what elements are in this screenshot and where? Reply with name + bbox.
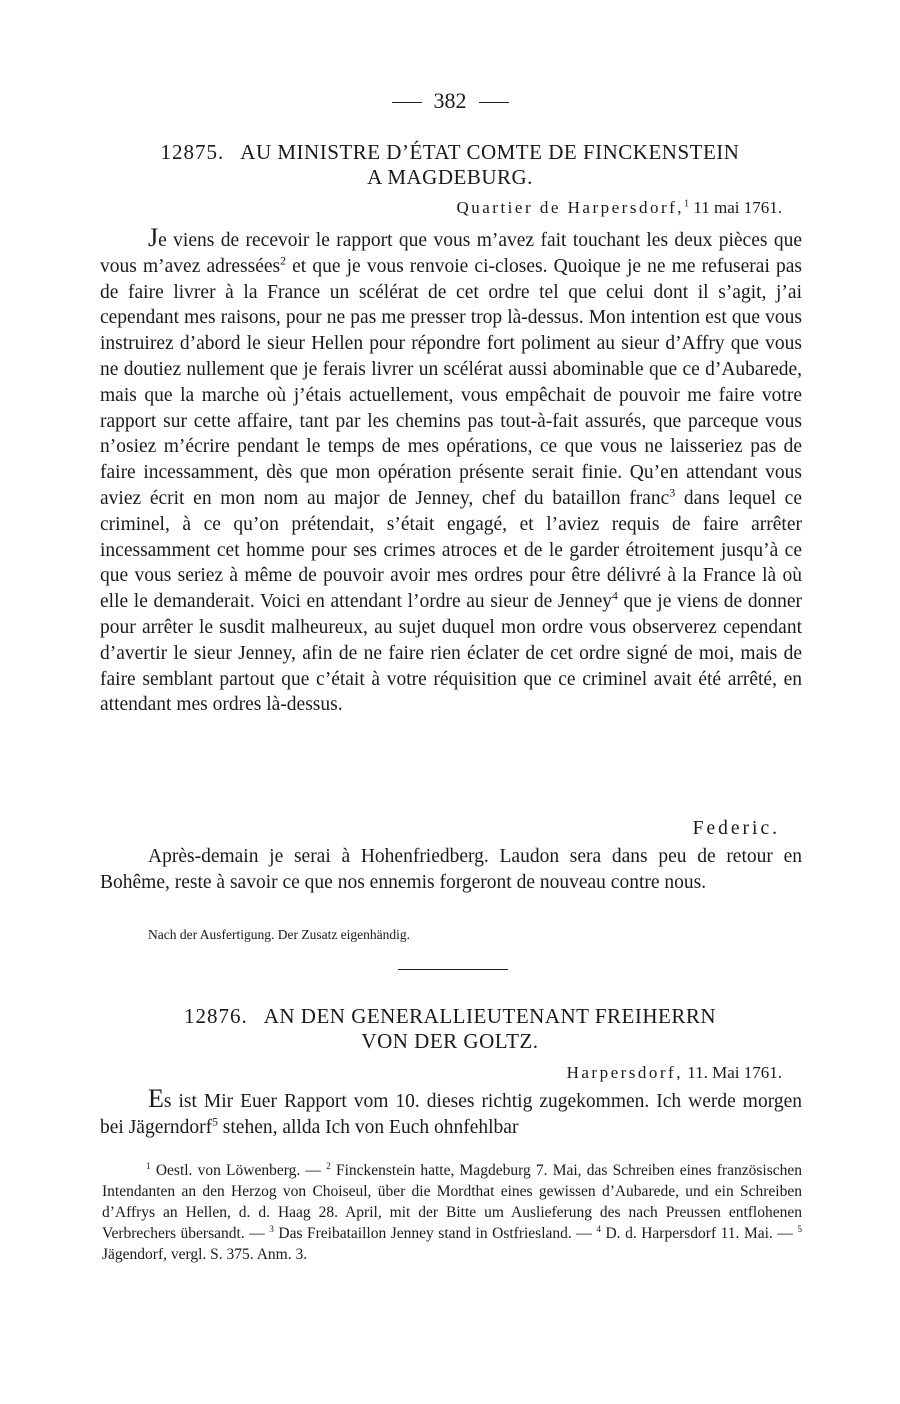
letter-2-title-line1: AN DEN GENERALLIEUTENANT FREIHERRN bbox=[263, 1004, 717, 1028]
letter-1-body-seg1: e viens de recevoir le rapport que vous m’avez fait touchant les deux pièces que vous m’avez adressées bbox=[100, 230, 802, 277]
letter-2-initial: E bbox=[148, 1084, 164, 1113]
letter-2-number: 12876. bbox=[183, 1004, 248, 1028]
page-number bbox=[0, 88, 900, 114]
page-number-right-rule bbox=[479, 102, 509, 103]
footnote-5: Jägendorf, vergl. S. 375. Anm. 3. bbox=[102, 1246, 308, 1263]
page-number-left-rule bbox=[392, 102, 422, 103]
letter-1-source-note: Nach der Ausfertigung. Der Zusatz eigenhändig. bbox=[148, 927, 411, 942]
footnotes bbox=[102, 1160, 802, 1265]
letter-2-place: Harpersdorf, bbox=[566, 1063, 683, 1082]
letter-1-heading bbox=[100, 140, 800, 190]
letter-1-title-line1: AU MINISTRE D’ÉTAT COMTE DE FINCKENSTEIN bbox=[240, 140, 740, 164]
letter-1-title-line2: A MAGDEBURG. bbox=[367, 165, 533, 189]
letter-1-initial: J bbox=[148, 223, 159, 252]
footnote-ref-1: 1 bbox=[684, 198, 690, 210]
letter-1-dateline bbox=[456, 197, 782, 219]
footnote-3: Das Freibataillon Jenney stand in Ostfriesland. — bbox=[273, 1225, 597, 1242]
footnote-mark-5: 5 bbox=[797, 1224, 802, 1235]
letter-2-body bbox=[100, 1086, 802, 1141]
footnote-ref-3: 3 bbox=[669, 486, 676, 500]
footnote-4: D. d. Harpersdorf 11. Mai. — bbox=[600, 1225, 798, 1242]
letter-2-dateline bbox=[567, 1062, 782, 1084]
footnote-2: Finckenstein hatte, Magdeburg 7. Mai, das Schreiben eines französischen Intendanten an den Herzog von Choiseul, über die Mordthat eines gewissen d’Aubarede, und ein Schreiben d’Affrys an Hellen, d. d. Haag 28. April, mit der Bitte um Auslieferung des nach Preussen entflohenen Verbrechers übersandt. — bbox=[102, 1162, 802, 1242]
footnote-ref-5: 5 bbox=[212, 1115, 218, 1129]
letter-1-signature: Federic. bbox=[692, 818, 780, 839]
footnote-mark-4: 4 bbox=[596, 1224, 601, 1235]
letter-1-number: 12875. bbox=[160, 140, 225, 164]
footnote-ref-2: 2 bbox=[280, 254, 286, 268]
footnote-mark-3: 3 bbox=[269, 1224, 274, 1235]
letter-2-body-seg1: s ist Mir Euer Rapport vom 10. dieses richtig zugekommen. Ich werde morgen bei Jägerndorf bbox=[100, 1091, 802, 1138]
letter-2-date: 11. Mai 1761. bbox=[682, 1063, 782, 1082]
letter-1-postscript: Après-demain je serai à Hohenfriedberg. Laudon sera dans peu de retour en Bohême, reste à savoir ce que nos ennemis forgeront de nouveau contre nous. bbox=[100, 846, 802, 893]
footnote-1: Oestl. von Löwenberg. — bbox=[150, 1162, 327, 1179]
letter-1-place: Quartier de Harpersdorf, bbox=[456, 198, 685, 217]
letter-1-body-seg2: et que je vous renvoie ci-closes. Quoique je ne me refuserai pas de faire livrer à la France un scélérat de cet ordre tel que celui dont il s’agit, j’ai cependant mes raisons, pour ne pas me presser trop là-dessus. Mon intention est que vous instruirez d’abord le sieur Hellen pour répondre fort poliment au sieur d’Affry que vous ne doutiez nullement que je ferais livrer un scélérat aussi abominable que ce d’Aubarede, mais que la marche où j’étais actuellement, vous empêchait de pouvoir me faire votre rapport sur cette affaire, tant par les chemins pas tout-à-fait assurés, que parceque vous n’osiez m’écrire pendant le temps de mes opérations, ce que vous ne laisseriez pas de faire incessamment, dès que mon opération présente serait finie. Qu’en attendant vous aviez écrit en mon nom au major de Jenney, chef du bataillon franc bbox=[100, 255, 802, 509]
letter-1-date: 11 mai 1761. bbox=[689, 198, 782, 217]
section-separator bbox=[398, 969, 508, 970]
letter-1-body bbox=[100, 225, 802, 718]
footnote-mark-2: 2 bbox=[326, 1161, 331, 1172]
letter-1-body-seg4: que je viens de donner pour arrêter le susdit malheureux, au sujet duquel mon ordre vous observerez cependant d’avertir le sieur Jenney, afin de ne faire rien éclater de cet ordre signé de moi, mais de faire semblant partout que c’était à votre réquisition que ce criminel avait été arrêté, en attendant mes ordres là-dessus. bbox=[100, 591, 802, 716]
page-number-text: 382 bbox=[433, 88, 467, 113]
letter-1-heading-line1 bbox=[100, 140, 800, 165]
letter-2-title-line2: VON DER GOLTZ. bbox=[361, 1029, 539, 1053]
letter-2-body-seg2: stehen, allda Ich von Euch ohnfehlbar bbox=[217, 1116, 519, 1138]
letter-2-heading bbox=[100, 1004, 800, 1054]
footnote-ref-4: 4 bbox=[612, 589, 618, 603]
footnote-mark-1: 1 bbox=[146, 1161, 151, 1172]
letter-2-heading-line1 bbox=[100, 1004, 800, 1029]
letter-1-body-seg3: dans lequel ce criminel, à ce qu’on prétendait, s’était engagé, et l’aviez requis de faire arrêter incessamment cet homme pour ses crimes atroces et de le garder étroitement jusqu’à ce que vous seriez à même de pouvoir avoir mes ordres pour être délivré à la France là où elle le demanderait. Voici en attendant l’ordre au sieur de Jenney bbox=[100, 487, 802, 613]
